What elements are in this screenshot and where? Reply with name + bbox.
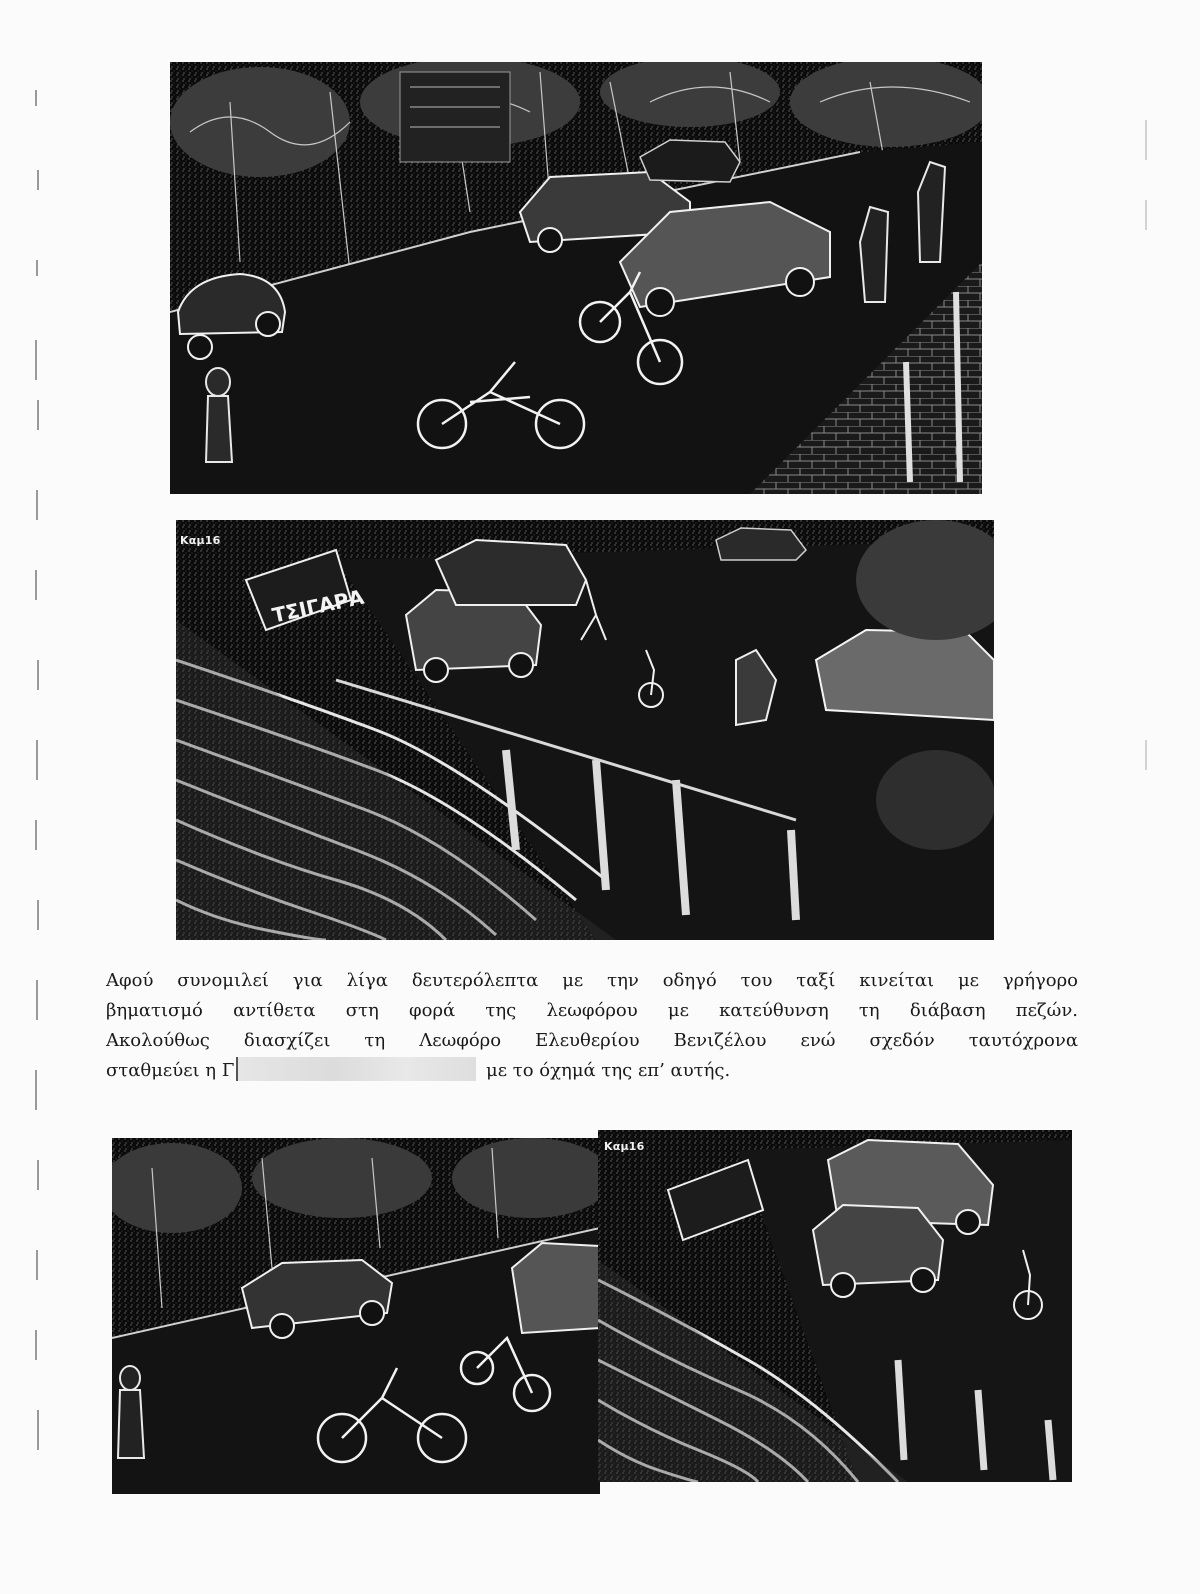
shop-sign-text: ΤΣΙΓΑΡΑ [270, 584, 367, 628]
redacted-name [236, 1057, 476, 1081]
paragraph-line-4 [106, 1056, 1078, 1086]
surveillance-photo-street-1 [170, 62, 982, 494]
paragraph-line-4-start: σταθμεύει η Γ [106, 1060, 235, 1081]
camera-label: Καμ16 [604, 1140, 645, 1153]
paragraph-line-4-end: με το όχημά της επ’ αυτής. [486, 1060, 731, 1081]
paragraph-line-3: Ακολούθως διασχίζει τη Λεωφόρο Ελευθερίου Βενιζέλου ενώ σχεδόν ταυτόχρονα [106, 1030, 1078, 1051]
scan-margin-marks-right [1140, 80, 1152, 1500]
paragraph-line-2: βηματισμό αντίθετα στη φορά της λεωφόρου με κατεύθυνση τη διάβαση πεζών. [106, 1000, 1078, 1021]
surveillance-photo-street-2 [112, 1138, 600, 1494]
report-paragraph [106, 966, 1078, 1086]
camera-label: Καμ16 [180, 534, 221, 547]
surveillance-photo-camera-16-b [598, 1130, 1072, 1482]
paragraph-line-1: Αφού συνομιλεί για λίγα δευτερόλεπτα με την οδηγό του ταξί κινείται με γρήγορο [106, 970, 1078, 991]
surveillance-photo-camera-16-a [176, 520, 994, 940]
scan-margin-marks-left [28, 80, 48, 1500]
